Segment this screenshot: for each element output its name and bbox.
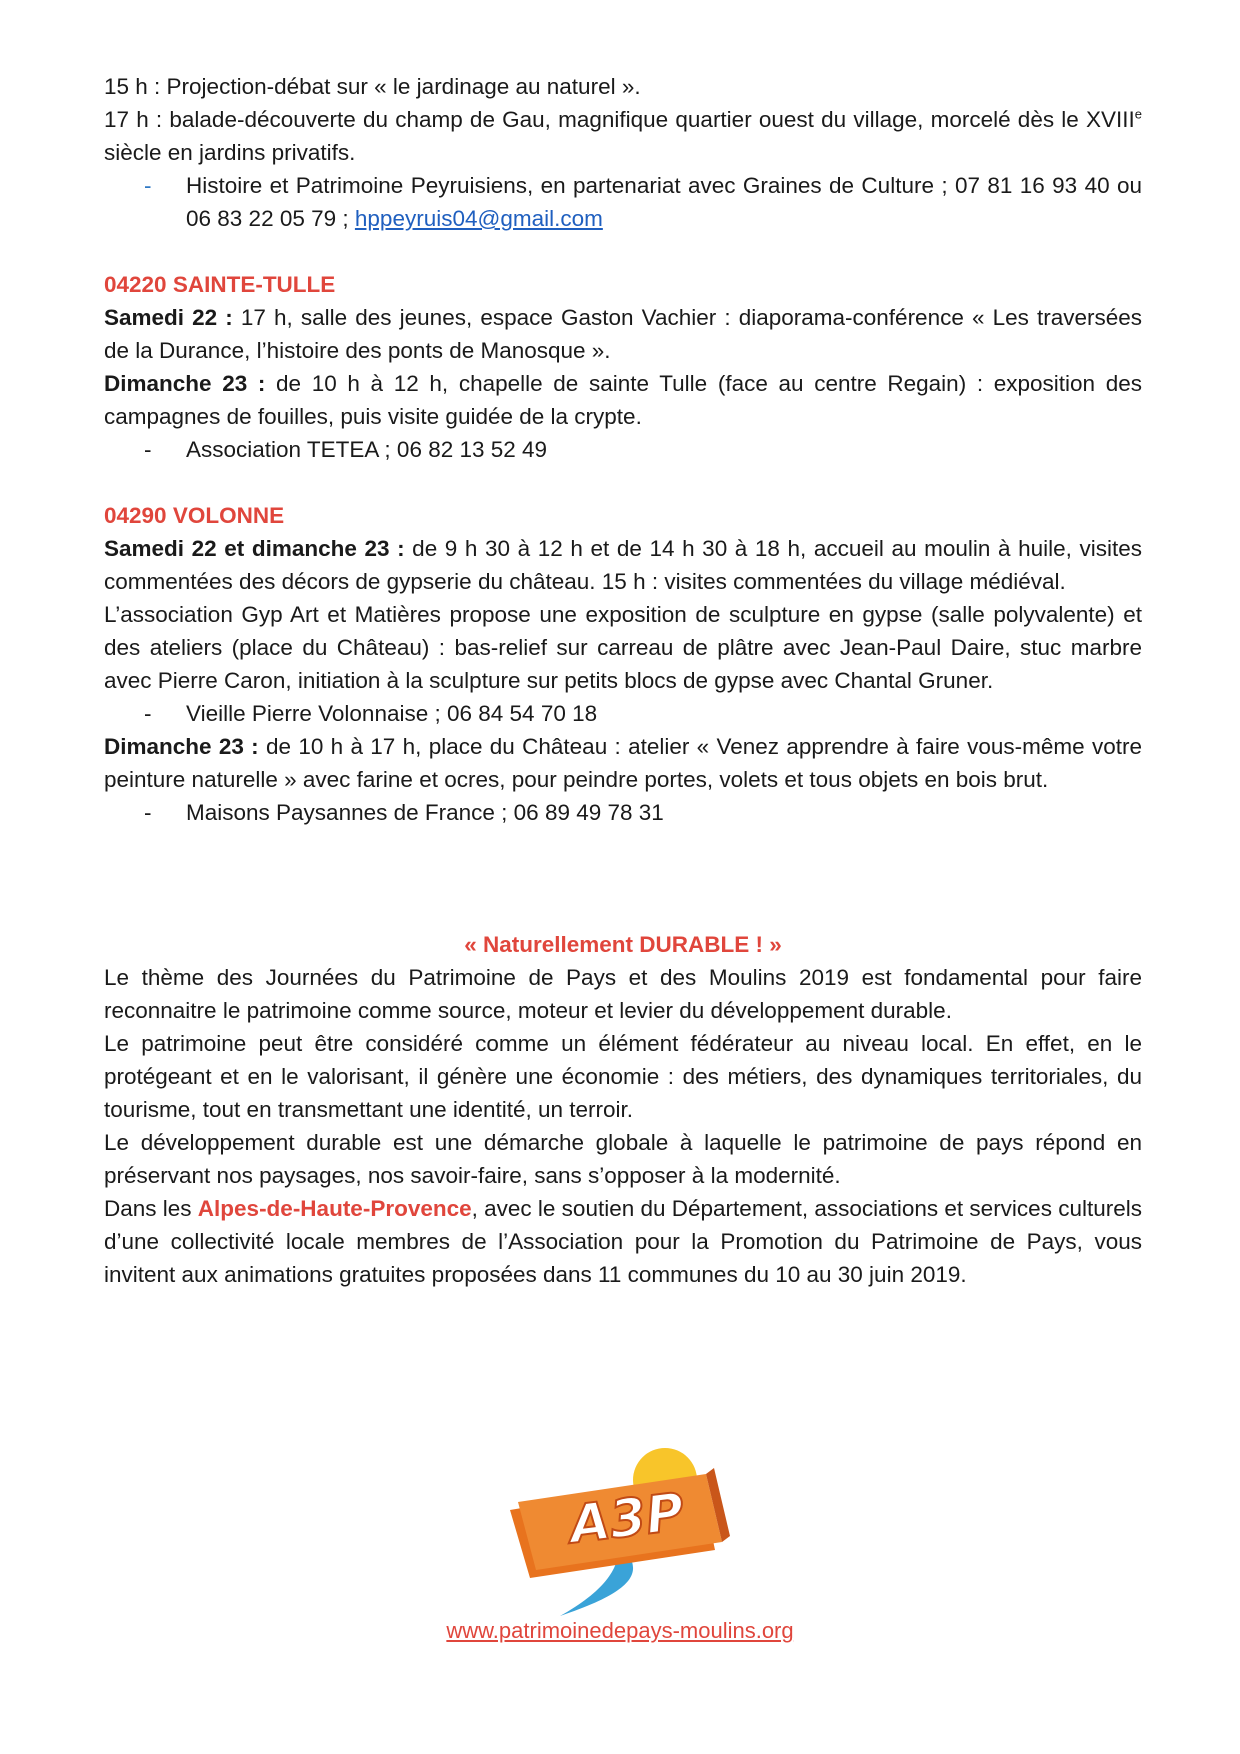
- volonne-contact-1: [104, 697, 1142, 730]
- bullet-dash: -: [144, 800, 152, 825]
- theme-p4-b: , avec le soutien du Département, associations et services culturels d’une collectivité locale membres de l’Association pour la Promotion du Patrimoine de Pays, vous invitent aux animations gratuites proposées dans 11 communes du 10 au 30 juin 2019.: [104, 1196, 1142, 1287]
- sainte-tulle-p1-text: 17 h, salle des jeunes, espace Gaston Vachier : diaporama-conférence « Les traversées de la Durance, l’histoire des ponts de Manosque ».: [104, 305, 1143, 363]
- volonne-contact-2-text: Maisons Paysannes de France ; 06 89 49 78 31: [186, 800, 664, 825]
- peyruis-email-link[interactable]: hppeyruis04@gmail.com: [354, 206, 603, 231]
- century-superscript: e: [1134, 106, 1142, 122]
- spacer: [104, 235, 1142, 268]
- bullet-dash: -: [144, 173, 152, 198]
- peyruis-line-2-a: 17 h : balade-découverte du champ de Gau, magnifique quartier ouest du village, morcelé dès le XVIII: [104, 107, 1135, 132]
- sainte-tulle-contact-text: Association TETEA ; 06 82 13 52 49: [186, 437, 548, 462]
- region-name: Alpes-de-Haute-Provence: [197, 1196, 472, 1221]
- theme-paragraph-3: Le développement durable est une démarche globale à laquelle le patrimoine de pays répond en préservant nos paysages, nos savoir-faire, sans s’opposer à la modernité.: [104, 1130, 1142, 1188]
- logo-text: A3P: [566, 1482, 688, 1556]
- spacer: [104, 895, 1142, 928]
- theme-title: « Naturellement DURABLE ! »: [464, 932, 782, 957]
- a3p-logo: [500, 1438, 750, 1618]
- peyruis-line-2: [104, 103, 1142, 169]
- peyruis-line-1: 15 h : Projection-débat sur « le jardinage au naturel ».: [104, 74, 641, 99]
- volonne-heading: 04290 VOLONNE: [104, 503, 285, 528]
- sainte-tulle-p1-label: Samedi 22 :: [104, 305, 233, 330]
- peyruis-line-2-b: siècle en jardins privatifs.: [104, 140, 356, 165]
- sainte-tulle-heading: 04220 SAINTE-TULLE: [104, 272, 336, 297]
- spacer: [104, 862, 1142, 895]
- volonne-paragraph-3: [104, 730, 1142, 796]
- volonne-p3-text: de 10 h à 17 h, place du Château : atelier « Venez apprendre à faire vous-même votre peinture naturelle » avec farine et ocres, pour peindre portes, volets et tous objets en bois brut.: [104, 734, 1142, 792]
- sainte-tulle-contact: [104, 433, 1142, 466]
- bullet-dash: -: [144, 701, 152, 726]
- peyruis-contact-info: Histoire et Patrimoine Peyruisiens, en partenariat avec Graines de Culture ; 07 81 16 93 40 ou 06 83 22 05 79 ;: [186, 173, 1142, 231]
- sainte-tulle-p2-text: de 10 h à 12 h, chapelle de sainte Tulle (face au centre Regain) : exposition des campagnes de fouilles, puis visite guidée de la crypte.: [104, 371, 1142, 429]
- volonne-p1-label: Samedi 22 et dimanche 23 :: [104, 536, 405, 561]
- peyruis-contact-text: [186, 169, 1142, 235]
- volonne-p3-label: Dimanche 23 :: [104, 734, 259, 759]
- document-body: [104, 70, 1142, 1291]
- sainte-tulle-p2-label: Dimanche 23 :: [104, 371, 266, 396]
- volonne-paragraph-2: L’association Gyp Art et Matières propose une exposition de sculpture en gypse (salle polyvalente) et des ateliers (place du Château) : bas-relief sur carreau de plâtre avec Jean-Paul Daire, stuc marbre avec Pierre Caron, initiation à la sculpture sur petits blocs de gypse avec Chantal Gruner.: [104, 602, 1142, 693]
- sainte-tulle-paragraph-2: [104, 367, 1142, 433]
- volonne-contact-1-text: Vieille Pierre Volonnaise ; 06 84 54 70 18: [186, 701, 598, 726]
- bullet-dash: -: [144, 437, 152, 462]
- theme-paragraph-2: Le patrimoine peut être considéré comme un élément fédérateur au niveau local. En effet, en le protégeant et en le valorisant, il génère une économie : des métiers, des dynamiques territoriales, du tourisme, tout en transmettant une identité, un terroir.: [104, 1031, 1142, 1122]
- website-link[interactable]: www.patrimoinedepays-moulins.org: [446, 1618, 794, 1643]
- spacer: [104, 829, 1142, 862]
- volonne-p1-text: de 9 h 30 à 12 h et de 14 h 30 à 18 h, accueil au moulin à huile, visites commentées des décors de gypserie du château. 15 h : visites commentées du village médiéval.: [104, 536, 1143, 594]
- spacer: [104, 466, 1142, 499]
- volonne-contact-2: [104, 796, 1142, 829]
- theme-p4-a: Dans les: [104, 1196, 198, 1221]
- peyruis-contact: [104, 169, 1142, 235]
- volonne-paragraph-1: [104, 532, 1142, 598]
- sainte-tulle-paragraph-1: [104, 301, 1142, 367]
- theme-paragraph-4: [104, 1192, 1142, 1291]
- theme-paragraph-1: Le thème des Journées du Patrimoine de Pays et des Moulins 2019 est fondamental pour faire reconnaitre le patrimoine comme source, moteur et levier du développement durable.: [104, 965, 1142, 1023]
